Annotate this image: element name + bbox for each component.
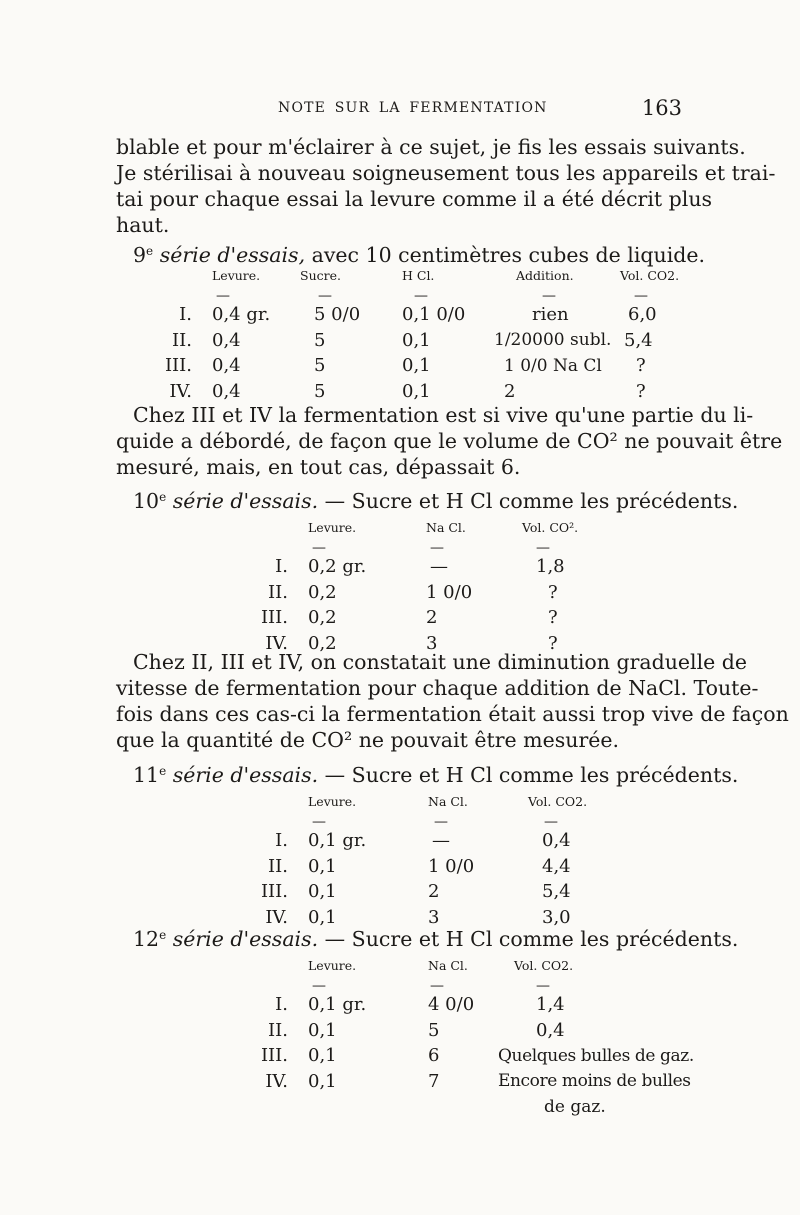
series-description: avec 10 centimètres cubes de liquide.: [305, 243, 706, 267]
text-line: Chez III et IV la fermentation est si vive qu'une partie du li-: [133, 403, 754, 427]
table-header-row: [140, 268, 680, 290]
vol-cell: 6,0: [628, 304, 657, 326]
text-line: haut.: [116, 213, 170, 237]
column-dash: —: [430, 978, 444, 994]
nacl-cell: —: [430, 556, 448, 578]
vol-cell: 3,0: [542, 906, 571, 928]
vol-cell: Encore moins de bulles: [498, 1071, 691, 1092]
levure-cell: 0,2 gr.: [308, 556, 367, 578]
table-row: [222, 854, 602, 880]
nacl-cell: 1 0/0: [428, 855, 475, 877]
nacl-cell: 1 0/0: [426, 581, 473, 603]
column-header: Vol. CO2.: [514, 958, 574, 973]
nacl-cell: 2: [428, 881, 440, 903]
vol-cell: 5,4: [624, 329, 653, 351]
column-dash: —: [312, 814, 326, 830]
levure-cell: 0,1: [308, 855, 337, 877]
table-row: [140, 379, 680, 405]
vol-cell: 0,4: [536, 1019, 565, 1041]
column-header: Levure.: [308, 520, 357, 535]
text-line: fois dans ces cas-ci la fermentation était aussi trop vive de façon: [116, 702, 789, 726]
row-number: III.: [260, 607, 288, 629]
running-head: [118, 98, 686, 124]
vol-cell: 4,4: [542, 855, 571, 877]
vol-cell: 1,8: [536, 556, 565, 578]
series-number-suffix: e: [146, 244, 154, 258]
text-line: tai pour chaque essai la levure comme il a été décrit plus: [116, 187, 713, 211]
sucre-cell: 5: [314, 329, 326, 351]
nacl-cell: 7: [428, 1070, 440, 1092]
text-line: Chez II, III et IV, on constatait une diminution graduelle de: [133, 650, 748, 674]
column-dash: —: [434, 814, 448, 830]
table-row: [222, 1018, 692, 1044]
sucre-cell: 5: [314, 380, 326, 402]
series-label: série d'essais.: [172, 489, 319, 513]
dash-row: [222, 816, 602, 828]
series-number: 12: [133, 927, 160, 951]
row-number: I.: [275, 994, 288, 1016]
row-number: III.: [260, 881, 288, 903]
hcl-cell: 0,1: [402, 355, 431, 377]
column-header: Levure.: [308, 958, 357, 973]
row-number: I.: [275, 830, 288, 852]
row-number: III.: [260, 1045, 288, 1067]
levure-cell: 0,1: [308, 906, 337, 928]
vol-cell: ?: [636, 380, 646, 402]
levure-cell: 0,2: [308, 607, 337, 629]
table-row: [140, 353, 680, 379]
column-dash: —: [318, 288, 332, 304]
column-dash: —: [430, 540, 444, 556]
column-header: Vol. CO2.: [620, 268, 680, 283]
series-11-table: [222, 794, 602, 930]
column-header: H Cl.: [402, 268, 435, 283]
levure-cell: 0,1: [308, 881, 337, 903]
vol-cell: Quelques bulles de gaz.: [498, 1045, 694, 1066]
levure-cell: 0,4: [212, 380, 241, 402]
series-description: — Sucre et H Cl comme les précédents.: [318, 927, 739, 951]
vol-cell: 0,4: [542, 830, 571, 852]
table-row: [222, 554, 602, 580]
series-label: série d'essais.: [172, 763, 319, 787]
column-header: Vol. CO².: [522, 520, 579, 535]
table-row: [222, 992, 692, 1018]
column-dash: —: [312, 540, 326, 556]
text-line: quide a débordé, de façon que le volume de CO² ne pouvait être: [116, 429, 783, 453]
row-number: I.: [275, 556, 288, 578]
hcl-cell: 0,1: [402, 329, 431, 351]
column-header: Addition.: [516, 268, 574, 283]
addition-cell: 1/20000 subl.: [494, 330, 612, 351]
sucre-cell: 5 0/0: [314, 304, 361, 326]
levure-cell: 0,4: [212, 355, 241, 377]
table-row: [222, 879, 602, 905]
series-10-heading: [133, 484, 738, 514]
column-dash: —: [536, 540, 550, 556]
column-dash: —: [544, 814, 558, 830]
levure-cell: 0,4: [212, 329, 241, 351]
levure-cell: 0,1: [308, 1045, 337, 1067]
table-row: [222, 828, 602, 854]
levure-cell: 0,4 gr.: [212, 304, 271, 326]
series-number-suffix: e: [159, 490, 167, 504]
series-12-heading: [133, 922, 738, 952]
nacl-cell: 6: [428, 1045, 440, 1067]
table-header-row: [222, 520, 602, 542]
vol-cell: 1,4: [536, 994, 565, 1016]
series-12-table: [222, 958, 692, 1120]
nacl-cell: 3: [428, 906, 440, 928]
table-header-row: [222, 958, 692, 980]
column-header: Sucre.: [300, 268, 341, 283]
addition-cell: 1 0/0 Na Cl: [504, 355, 602, 376]
addition-cell: rien: [532, 304, 569, 326]
intro-paragraph: [116, 134, 776, 238]
nacl-cell: —: [432, 830, 450, 852]
column-dash: —: [542, 288, 556, 304]
column-header: Na Cl.: [428, 958, 468, 973]
series-label: série d'essais,: [159, 243, 306, 267]
levure-cell: 0,1: [308, 1070, 337, 1092]
column-dash: —: [414, 288, 428, 304]
text-line: Je stérilisai à nouveau soigneusement tous les appareils et trai-: [116, 161, 776, 185]
running-title: NOTE SUR LA FERMENTATION: [278, 100, 548, 116]
table-row: [140, 328, 680, 354]
series-10-table: [222, 520, 602, 656]
table-row: [222, 1069, 692, 1095]
row-number: II.: [172, 329, 192, 351]
dash-row: [222, 980, 692, 992]
hcl-cell: 0,1: [402, 380, 431, 402]
series-number: 11: [133, 763, 160, 787]
column-header: Na Cl.: [426, 520, 466, 535]
levure-cell: 0,1: [308, 1019, 337, 1041]
series-11-heading: [133, 758, 738, 788]
table-row: [222, 580, 602, 606]
text-line: blable et pour m'éclairer à ce sujet, je fis les essais suivants.: [116, 135, 746, 159]
column-dash: —: [312, 978, 326, 994]
column-dash: —: [536, 978, 550, 994]
series-label: série d'essais.: [172, 927, 319, 951]
levure-cell: 0,1 gr.: [308, 830, 367, 852]
paragraph-after-series-10: [116, 649, 789, 753]
nacl-cell: 3: [426, 632, 438, 654]
hcl-cell: 0,1 0/0: [402, 304, 466, 326]
row-number: II.: [268, 1019, 288, 1041]
row-number: I.: [179, 304, 192, 326]
series-number: 9: [133, 243, 147, 267]
dash-row: [140, 290, 680, 302]
row-number: IV.: [169, 380, 192, 402]
series-9-table: [140, 268, 680, 404]
page-number: 163: [641, 96, 682, 120]
column-dash: —: [634, 288, 648, 304]
text-line: vitesse de fermentation pour chaque addition de NaCl. Toute-: [116, 676, 759, 700]
column-header: Na Cl.: [428, 794, 468, 809]
table-header-row: [222, 794, 602, 816]
column-header: Levure.: [212, 268, 261, 283]
nacl-cell: 2: [426, 607, 438, 629]
table-row: [140, 302, 680, 328]
column-header: Vol. CO2.: [528, 794, 588, 809]
series-number-suffix: e: [159, 928, 167, 942]
series-description: — Sucre et H Cl comme les précédents.: [318, 489, 739, 513]
table-row: [222, 605, 602, 631]
table-row-continuation: [222, 1094, 692, 1120]
series-9-heading: [133, 238, 705, 268]
series-description: — Sucre et H Cl comme les précédents.: [318, 763, 739, 787]
vol-cell-continuation: de gaz.: [544, 1096, 606, 1117]
levure-cell: 0,1 gr.: [308, 994, 367, 1016]
levure-cell: 0,2: [308, 632, 337, 654]
row-number: II.: [268, 581, 288, 603]
text-line: que la quantité de CO² ne pouvait être mesurée.: [116, 728, 620, 752]
vol-cell: ?: [548, 632, 558, 654]
addition-cell: 2: [504, 380, 516, 402]
column-header: Levure.: [308, 794, 357, 809]
series-number: 10: [133, 489, 160, 513]
row-number: IV.: [265, 906, 288, 928]
row-number: III.: [164, 355, 192, 377]
vol-cell: 5,4: [542, 881, 571, 903]
sucre-cell: 5: [314, 355, 326, 377]
vol-cell: ?: [636, 355, 646, 377]
paragraph-after-series-9: [116, 402, 783, 480]
text-line: mesuré, mais, en tout cas, dépassait 6.: [116, 455, 521, 479]
column-dash: —: [216, 288, 230, 304]
nacl-cell: 4 0/0: [428, 994, 475, 1016]
row-number: IV.: [265, 632, 288, 654]
dash-row: [222, 542, 602, 554]
row-number: IV.: [265, 1070, 288, 1092]
table-row: [222, 1043, 692, 1069]
series-number-suffix: e: [159, 764, 167, 778]
vol-cell: ?: [548, 581, 558, 603]
row-number: II.: [268, 855, 288, 877]
nacl-cell: 5: [428, 1019, 440, 1041]
levure-cell: 0,2: [308, 581, 337, 603]
vol-cell: ?: [548, 607, 558, 629]
